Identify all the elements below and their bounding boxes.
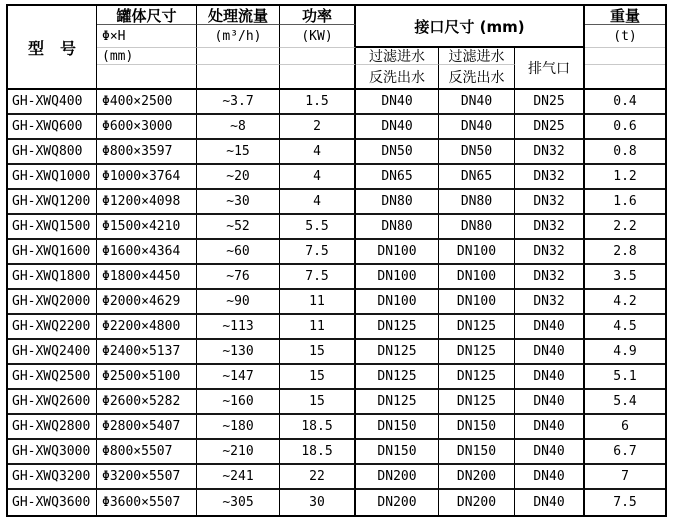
cell-filter-inlet-backwash-outlet-1: DN50 [356,140,439,165]
cell-tank-size: Φ3200×5507 [97,465,197,490]
cell-filter-inlet-backwash-outlet-2: DN200 [439,490,515,515]
cell-filter-inlet-backwash-outlet-1: DN40 [356,90,439,115]
header-model: 型 号 [8,6,97,90]
cell-flow: ~147 [197,365,280,390]
cell-filter-inlet-backwash-outlet-2: DN125 [439,340,515,365]
cell-exhaust-port: DN40 [515,440,585,465]
cell-weight: 5.1 [585,365,665,390]
cell-tank-size: Φ1800×4450 [97,265,197,290]
cell-tank-size: Φ1500×4210 [97,215,197,240]
cell-model: GH-XWQ2600 [8,390,97,415]
cell-weight: 2.8 [585,240,665,265]
cell-filter-inlet-backwash-outlet-2: DN200 [439,465,515,490]
cell-exhaust-port: DN25 [515,115,585,140]
cell-tank-size: Φ2500×5100 [97,365,197,390]
cell-filter-inlet-backwash-outlet-2: DN100 [439,290,515,315]
cell-model: GH-XWQ2000 [8,290,97,315]
header-power-title: 功率 [280,6,356,25]
cell-weight: 7.5 [613,495,637,510]
cell-tank-size: Φ2600×5282 [97,390,197,415]
cell-flow: ~305 [197,490,280,515]
header-weight-spacer-1 [585,48,665,65]
cell-model: GH-XWQ3200 [8,465,97,490]
cell-tank-size: Φ1000×3764 [97,165,197,190]
cell-model: GH-XWQ1500 [8,215,97,240]
cell-weight: 4.5 [585,315,665,340]
cell-filter-inlet-backwash-outlet-2: DN150 [439,415,515,440]
cell-filter-inlet-backwash-outlet-2: DN125 [439,390,515,415]
header-flow-unit: (m³/h) [197,25,280,48]
cell-power: 15 [280,340,356,365]
cell-weight: 4.2 [585,290,665,315]
cell-model: GH-XWQ1600 [8,240,97,265]
cell-filter-inlet-backwash-outlet-1: DN40 [356,115,439,140]
cell-power: 18.5 [280,440,356,465]
cell-power: 11 [280,315,356,340]
cell-tank-size: Φ800×3597 [97,140,197,165]
cell-tank-size: Φ1600×4364 [97,240,197,265]
cell-filter-inlet-backwash-outlet-2: DN100 [439,265,515,290]
cell-power: 15 [280,365,356,390]
cell-exhaust-port: DN40 [515,340,585,365]
cell-filter-inlet-backwash-outlet-1: DN65 [356,165,439,190]
cell-filter-inlet-backwash-outlet-2: DN125 [439,315,515,340]
cell-flow: ~113 [197,315,280,340]
header-weight-title: 重量 [585,6,665,25]
cell-model: GH-XWQ400 [8,90,97,115]
cell-tank-size: Φ600×3000 [97,115,197,140]
header-flow-spacer-2 [197,65,280,90]
header-interface-col2-line2: 反洗出水 [439,65,515,90]
cell-power: 11 [280,290,356,315]
cell-filter-inlet-backwash-outlet-1: DN125 [356,340,439,365]
cell-filter-inlet-backwash-outlet-1: DN100 [356,265,439,290]
cell-flow: ~180 [197,415,280,440]
cell-exhaust-port: DN32 [515,265,585,290]
cell-flow: ~20 [197,165,280,190]
cell-model: GH-XWQ3600 [8,490,97,515]
cell-model: GH-XWQ3000 [8,440,97,465]
cell-filter-inlet-backwash-outlet-1: DN200 [356,465,439,490]
cell-tank-size: Φ2200×4800 [97,315,197,340]
cell-exhaust-port: DN40 [515,415,585,440]
cell-exhaust-port: DN40 [515,315,585,340]
cell-weight: 1.2 [585,165,665,190]
spec-table [6,4,667,517]
cell-filter-inlet-backwash-outlet-1: DN80 [356,215,439,240]
cell-model: GH-XWQ2500 [8,365,97,390]
header-power-spacer-1 [280,48,356,65]
header-power-spacer-2 [280,65,356,90]
cell-power: 7.5 [280,265,356,290]
cell-power: 7.5 [280,240,356,265]
header-tank-size-unit: (mm) [97,48,197,65]
cell-exhaust-port: DN25 [515,90,585,115]
cell-filter-inlet-backwash-outlet-1: DN80 [356,190,439,215]
cell-filter-inlet-backwash-outlet-1: DN125 [356,390,439,415]
cell-power: 22 [280,465,356,490]
cell-weight: 0.6 [585,115,665,140]
cell-tank-size: Φ2400×5137 [97,340,197,365]
cell-exhaust-port: DN32 [515,165,585,190]
cell-power: 15 [280,390,356,415]
cell-flow: ~52 [197,215,280,240]
cell-model: GH-XWQ1800 [8,265,97,290]
cell-model: GH-XWQ600 [8,115,97,140]
cell-exhaust-port: DN32 [515,240,585,265]
cell-tank-size: Φ800×5507 [97,440,197,465]
cell-weight: 0.4 [585,90,665,115]
cell-weight: 5.4 [585,390,665,415]
cell-exhaust-port: DN32 [515,140,585,165]
header-interface-col1-line2: 反洗出水 [356,65,439,90]
header-tank-size-title: 罐体尺寸 [97,6,197,25]
header-flow-title: 处理流量 [197,6,280,25]
cell-exhaust-port: DN32 [515,215,585,240]
cell-flow: ~130 [197,340,280,365]
cell-filter-inlet-backwash-outlet-1: DN100 [356,290,439,315]
cell-weight: 1.6 [585,190,665,215]
cell-weight: 7 [585,465,665,490]
header-power-unit: (KW) [280,25,356,48]
cell-filter-inlet-backwash-outlet-2: DN65 [439,165,515,190]
cell-model: GH-XWQ2800 [8,415,97,440]
cell-model: GH-XWQ2400 [8,340,97,365]
cell-filter-inlet-backwash-outlet-2: DN150 [439,440,515,465]
cell-weight: 2.2 [585,215,665,240]
header-interface-col1-line1: 过滤进水 [356,48,439,65]
cell-power: 4 [280,190,356,215]
cell-model: GH-XWQ2200 [8,315,97,340]
cell-filter-inlet-backwash-outlet-1: DN200 [356,490,439,515]
cell-weight: 0.8 [585,140,665,165]
cell-exhaust-port: DN40 [515,365,585,390]
cell-filter-inlet-backwash-outlet-1: DN125 [356,365,439,390]
cell-filter-inlet-backwash-outlet-1: DN125 [356,315,439,340]
cell-power: 1.5 [280,90,356,115]
cell-flow: ~30 [197,190,280,215]
cell-power: 4 [280,165,356,190]
cell-flow: ~90 [197,290,280,315]
cell-exhaust-port: DN40 [515,390,585,415]
cell-power: 2 [280,115,356,140]
cell-filter-inlet-backwash-outlet-2: DN80 [439,215,515,240]
cell-weight: 4.9 [585,340,665,365]
cell-flow: ~210 [197,440,280,465]
header-flow-spacer-1 [197,48,280,65]
cell-weight: 6.7 [585,440,665,465]
cell-power: 4 [280,140,356,165]
cell-filter-inlet-backwash-outlet-2: DN125 [439,365,515,390]
cell-flow: ~15 [197,140,280,165]
cell-exhaust-port: DN32 [515,290,585,315]
header-tank-size-spacer [97,65,197,90]
header-exhaust-port: 排气口 [515,48,585,90]
header-weight-unit: (t) [585,25,665,48]
header-tank-size-formula: Φ×H [97,25,197,48]
header-interface-col2-line1: 过滤进水 [439,48,515,65]
cell-model: GH-XWQ1200 [8,190,97,215]
cell-power: 18.5 [280,415,356,440]
header-weight-spacer-2 [585,65,665,90]
cell-filter-inlet-backwash-outlet-2: DN100 [439,240,515,265]
cell-flow: ~76 [197,265,280,290]
cell-tank-size: Φ2800×5407 [97,415,197,440]
cell-filter-inlet-backwash-outlet-1: DN150 [356,415,439,440]
cell-filter-inlet-backwash-outlet-2: DN40 [439,90,515,115]
cell-exhaust-port: DN40 [515,490,585,515]
cell-tank-size: Φ2000×4629 [97,290,197,315]
cell-flow: ~60 [197,240,280,265]
header-interface-title: 接口尺寸 (mm) [356,6,585,48]
cell-flow: ~8 [197,115,280,140]
cell-weight: 3.5 [585,265,665,290]
cell-model: GH-XWQ800 [8,140,97,165]
cell-flow: ~160 [197,390,280,415]
cell-filter-inlet-backwash-outlet-2: DN50 [439,140,515,165]
cell-filter-inlet-backwash-outlet-1: DN150 [356,440,439,465]
cell-exhaust-port: DN40 [515,465,585,490]
cell-model: GH-XWQ1000 [8,165,97,190]
cell-tank-size: Φ3600×5507 [97,490,197,515]
cell-flow: ~241 [197,465,280,490]
cell-weight: 6 [585,415,665,440]
cell-power: 30 [280,490,356,515]
cell-exhaust-port: DN32 [515,190,585,215]
cell-tank-size: Φ1200×4098 [97,190,197,215]
cell-power: 5.5 [280,215,356,240]
cell-tank-size: Φ400×2500 [97,90,197,115]
cell-flow: ~3.7 [197,90,280,115]
cell-filter-inlet-backwash-outlet-2: DN40 [439,115,515,140]
cell-filter-inlet-backwash-outlet-2: DN80 [439,190,515,215]
cell-filter-inlet-backwash-outlet-1: DN100 [356,240,439,265]
